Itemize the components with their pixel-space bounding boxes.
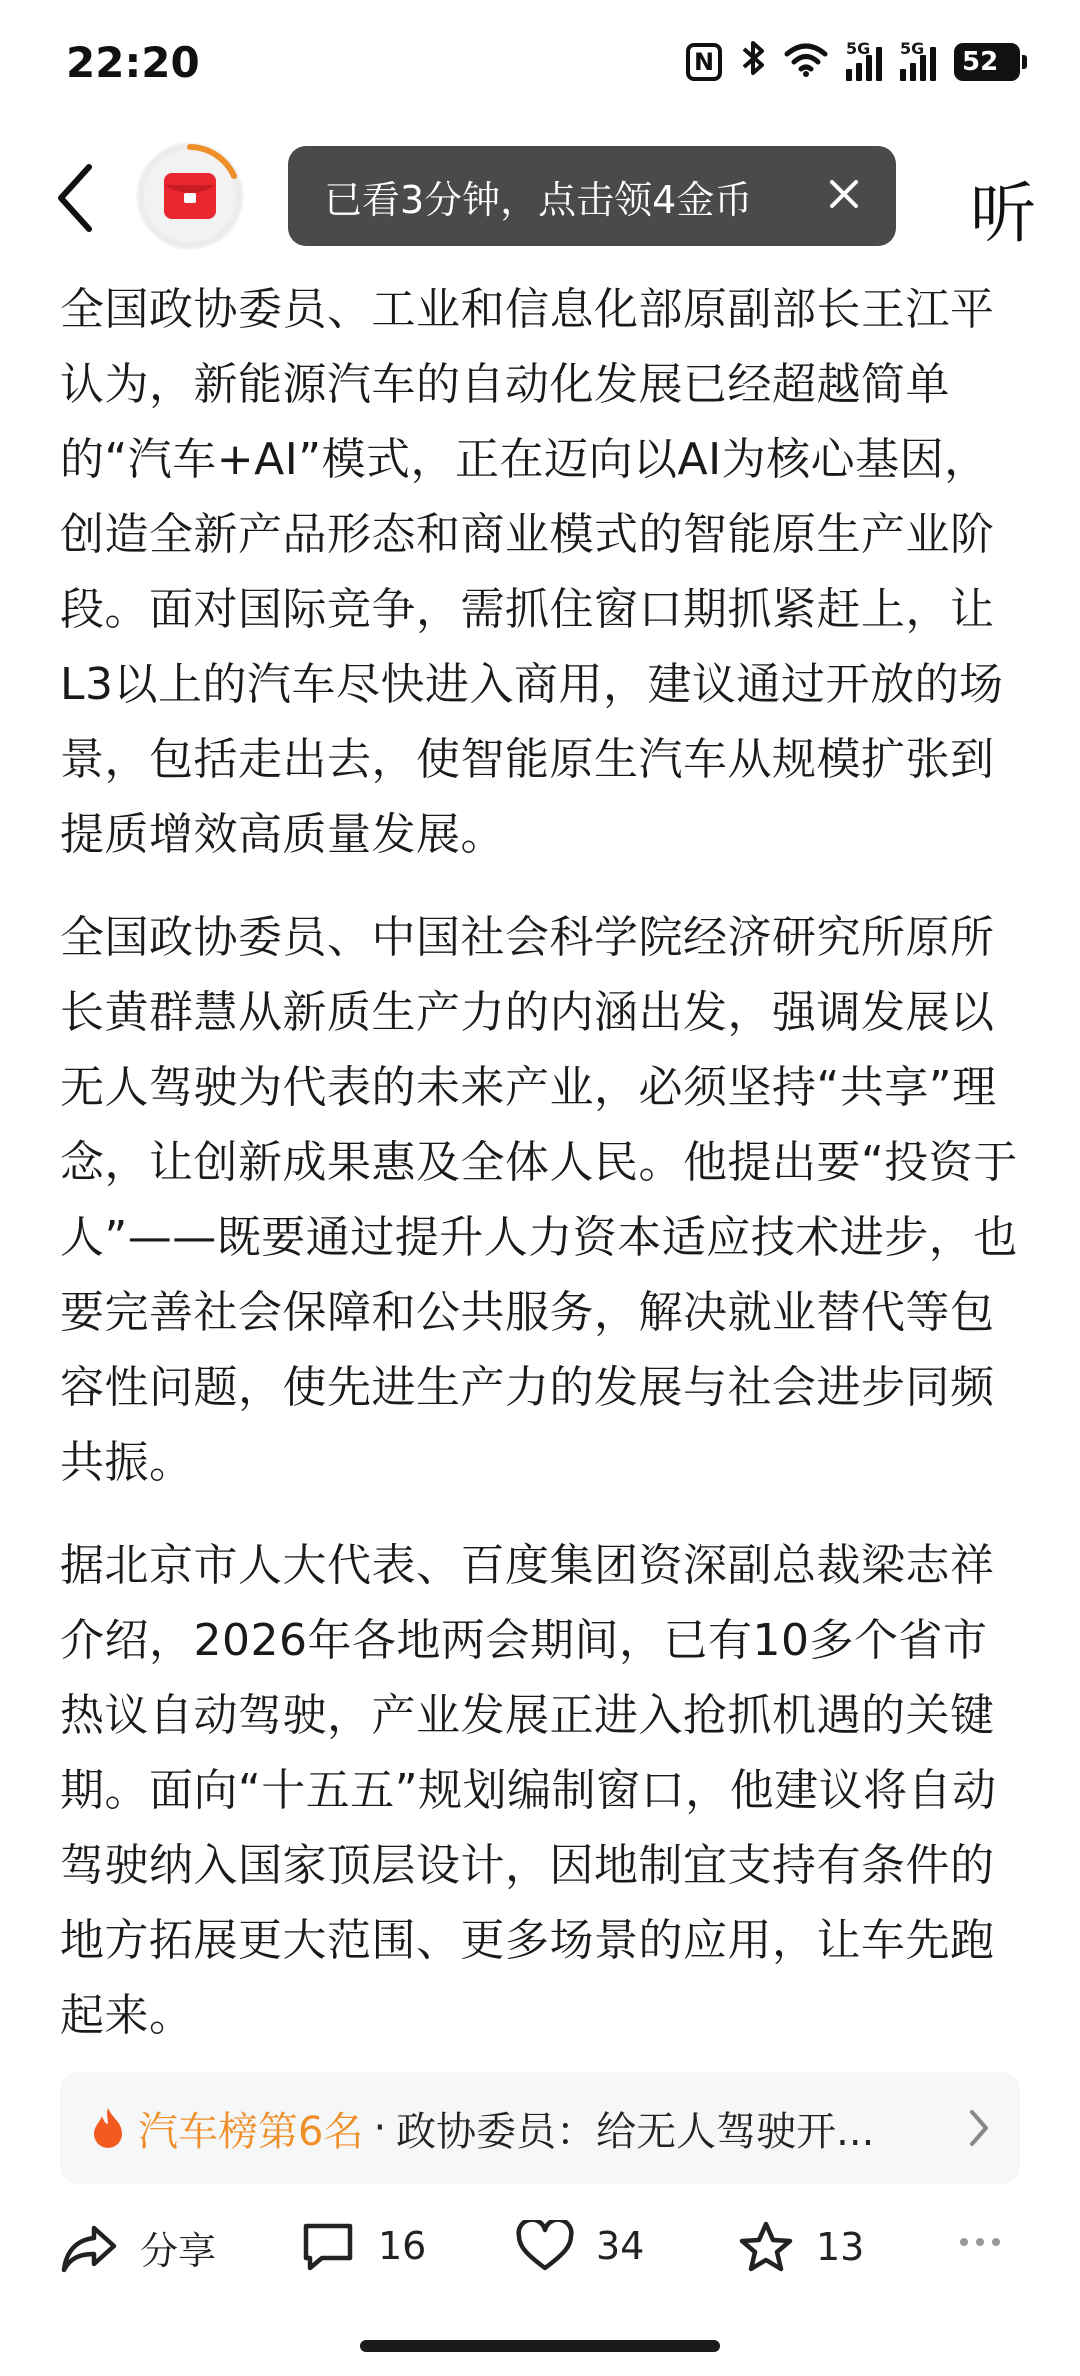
chevron-right-icon — [968, 2108, 990, 2148]
coin-reward-toast[interactable] — [288, 146, 896, 246]
wifi-icon — [784, 42, 828, 82]
bottom-action-bar — [0, 2196, 1080, 2306]
status-bar — [0, 0, 1080, 130]
back-button[interactable] — [40, 158, 110, 238]
hot-separator: · — [373, 2105, 387, 2151]
article-paragraph: 全国政协委员、工业和信息化部原副部长王江平认为，新能源汽车的自动化发展已经超越简单的“汽车+AI”模式，正在迈向以AI为核心基因，创造全新产品形态和商业模式的智能原生产业阶段。面对国际竞争，需抓住窗口期抓紧赶上，让L3以上的汽车尽快进入商用，建议通过开放的场景，包括走出去，使智能原生汽车从规模扩张到提质增效高质量发展。 — [60, 284, 1004, 860]
close-icon[interactable] — [824, 174, 864, 214]
article-paragraph: 全国政协委员、中国社会科学院经济研究所原所长黄群慧从新质生产力的内涵出发，强调发展以无人驾驶为代表的未来产业，必须坚持“共享”理念，让创新成果惠及全体人民。他提出要“投资于人”——既要通过提升人力资本适应技术进步，也要完善社会保障和公共服务，解决就业替代等包容性问题，使先进生产力的发展与社会进步同频共振。 — [60, 912, 1018, 1488]
more-button[interactable] — [958, 2236, 1002, 2248]
status-icons — [686, 40, 1020, 84]
progress-ring-icon — [136, 142, 244, 250]
listen-button[interactable]: 听 — [970, 175, 1036, 252]
more-dots-icon — [958, 2236, 1002, 2248]
back-arrow-icon — [55, 163, 95, 233]
favorite-button[interactable] — [738, 2220, 864, 2274]
top-bar — [0, 130, 1080, 260]
comment-count: 16 — [378, 2224, 427, 2268]
like-button[interactable] — [516, 2220, 644, 2272]
battery-icon — [954, 43, 1020, 81]
reward-timer-avatar[interactable] — [136, 142, 244, 250]
article-body — [60, 272, 1020, 2081]
comment-icon — [300, 2220, 356, 2272]
star-icon — [738, 2220, 794, 2274]
bluetooth-icon — [740, 38, 766, 87]
nfc-icon: N — [686, 43, 722, 81]
share-icon — [60, 2222, 118, 2274]
comment-button[interactable] — [300, 2220, 426, 2272]
home-indicator[interactable] — [360, 2340, 720, 2352]
status-time: 22:20 — [66, 38, 200, 87]
hot-rank-label: 汽车榜第6名 — [138, 2108, 364, 2155]
share-button[interactable] — [60, 2220, 216, 2275]
like-count: 34 — [596, 2224, 645, 2268]
toast-text: 已看3分钟，点击领4金币 — [324, 177, 753, 222]
flame-icon — [90, 2106, 126, 2150]
share-label: 分享 — [140, 2229, 217, 2273]
favorite-count: 13 — [816, 2225, 865, 2269]
heart-icon — [516, 2220, 574, 2272]
signal-icon-2: 5G — [900, 43, 936, 81]
signal-icon-1: 5G — [846, 43, 882, 81]
article-paragraph: 据北京市人大代表、百度集团资深副总裁梁志祥介绍，2026年各地两会期间，已有10多个省市热议自动驾驶，产业发展正进入抢抓机遇的关键期。面向“十五五”规划编制窗口，他建议将自动驾驶纳入国家顶层设计，因地制宜支持有条件的地方拓展更大范围、更多场景的应用，让车先跑起来。 — [60, 1540, 997, 2041]
battery-level: 52 — [962, 47, 999, 77]
hot-ranking-bar[interactable] — [60, 2072, 1020, 2184]
hot-title: 政协委员：给无人驾驶开... — [396, 2108, 875, 2155]
